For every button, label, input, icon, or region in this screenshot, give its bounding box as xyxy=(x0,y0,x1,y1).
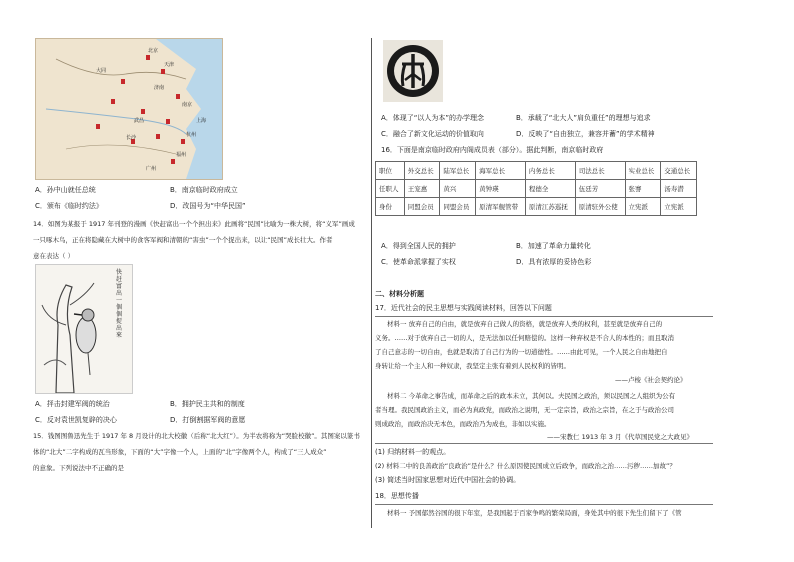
q14-stem-line-2: 一只啄木鸟，正在将隐藏在大树中的食客军阀和清朝的“害虫”一个个捉出来，以让“民国”成长壮大。作者 xyxy=(33,236,333,244)
table-cell: 任职人 xyxy=(376,180,405,198)
q14-stem-line-3: 意在表达（ ） xyxy=(33,252,75,260)
q13-option-b: B．南京临时政府成立 xyxy=(170,186,238,194)
material-1-line-2: 义务。……对于放弃自己一切的人，是无法加以任何赔偿的。这样一种弃权是不合人的本性的；而且取消 xyxy=(375,334,674,342)
table-cell: 同盟会员 xyxy=(404,198,440,216)
q18-stem: 18．思想传播 xyxy=(375,492,419,500)
historical-map xyxy=(35,38,223,180)
q15-option-c: C．融合了新文化运动的价值取向 xyxy=(381,130,484,138)
map-label: 福州 xyxy=(176,152,187,158)
table-cell: 同盟会员 xyxy=(440,198,476,216)
table-cell: 黄钟瑛 xyxy=(476,180,526,198)
table-cell: 原清驻外公使 xyxy=(575,198,625,216)
table-cell: 原清江苏巡抚 xyxy=(525,198,575,216)
material-1-line-3: 了自己意志的一切自由，也就是取消了自己行为的一切道德性。……由此可见，一个人民之自由地把自 xyxy=(375,348,668,356)
q15-option-d: D．反映了“自由独立，兼容并蓄”的学术精神 xyxy=(516,130,655,138)
table-cell: 职位 xyxy=(376,162,405,180)
table-cell: 海军总长 xyxy=(476,162,526,180)
material-2-line-3: 则成政治，而政治决无本色，而政治乃为成也，非如以实施。 xyxy=(375,420,551,428)
material-2-line-1: 材料二 今革命之事告成，而革命之后的政本未立，其何以。夫民国之政治，须以民国之人组织为公有 xyxy=(387,392,676,400)
section-heading: 二、材料分析题 xyxy=(375,290,424,298)
table-cell: 伍廷芳 xyxy=(575,180,625,198)
q17-sub-1: (1) 归纳材料一的观点。 xyxy=(375,448,451,456)
table-cell: 身份 xyxy=(376,198,405,216)
material-3-top-rule xyxy=(375,504,713,505)
q16-option-d: D．具有浓厚的妥协色彩 xyxy=(516,258,592,266)
q15-stem-line-3: 的意象。下列说法中不正确的是 xyxy=(33,464,124,472)
q14-stem-line-1: 14．如图为某报于 1917 年刊登的漫画《快赶富出一个个担出来》此画将“民国”比喻为一株大树，将“义军”画成 xyxy=(33,220,355,228)
map-label: 长沙 xyxy=(126,135,137,141)
q15-stem-line-1: 15．钱图图鲁迅先生于 1917 年 8 月设计的北大校徽（后称“北大红”）。为半农将称为“哭脸校徽”。其图案以篆书 xyxy=(33,432,360,440)
q14-option-d: D．打倒割据军阀的意愿 xyxy=(170,416,246,424)
q13-option-d: D．改国号为“中华民国” xyxy=(170,202,246,210)
map-label: 广州 xyxy=(146,166,157,172)
map-label: 南京 xyxy=(182,102,193,108)
table-cell: 程德全 xyxy=(525,180,575,198)
emblem-drawing xyxy=(383,40,443,102)
table-cell: 原清军舰管带 xyxy=(476,198,526,216)
table-cell: 内务总长 xyxy=(525,162,575,180)
table-cell: 张謇 xyxy=(625,180,661,198)
material-bottom-rule xyxy=(375,443,713,444)
map-label: 大同 xyxy=(96,68,107,74)
q13-option-c: C．颁布《临时约法》 xyxy=(35,202,103,210)
pku-emblem xyxy=(383,40,443,102)
cabinet-table xyxy=(375,161,697,216)
table-row xyxy=(376,162,697,180)
table-cell: 交通总长 xyxy=(661,162,697,180)
q15-stem-line-2: 体的“北大”二字构成的瓦当形象，下面的“大”字像一个人，上面的“北”字像两个人，构成了“三人成众” xyxy=(33,448,327,456)
map-label: 上海 xyxy=(196,118,207,124)
table-cell: 立宪派 xyxy=(625,198,661,216)
q15-option-a: A．体现了“以人为本”的办学理念 xyxy=(381,114,485,122)
q16-option-b: B．加速了革命力量转化 xyxy=(516,242,591,250)
map-drawing xyxy=(36,39,222,179)
q14-option-c: C．反对袁世凯复辟的决心 xyxy=(35,416,117,424)
material-2-source: ——宋教仁 1913 年 3 月《代草国民党之大政见》 xyxy=(547,433,693,441)
woodpecker-cartoon xyxy=(35,264,133,394)
q13-option-a: A．孙中山就任总统 xyxy=(35,186,96,194)
q14-option-b: B．拥护民主共和的制度 xyxy=(170,400,245,408)
material-1-line-4: 身转让给一个主人和一种奴隶，我坚定主张有着到人民权利的皆明。 xyxy=(375,362,570,370)
q14-option-a: A．抨击封建军阀的统治 xyxy=(35,400,110,408)
q16-option-c: C．使革命派掌握了实权 xyxy=(381,258,456,266)
table-cell: 司法总长 xyxy=(575,162,625,180)
map-label: 杭州 xyxy=(186,132,197,138)
q17-sub-3: (3) 简述当时国家思想对近代中国社会的协调。 xyxy=(375,476,521,484)
table-row xyxy=(376,180,697,198)
map-label: 天津 xyxy=(164,62,175,68)
table-cell: 汤寿潜 xyxy=(661,180,697,198)
cartoon-caption: 快 赶 富 出 一 個 個 捉 出 來 xyxy=(116,269,123,339)
column-divider xyxy=(371,38,372,528)
material-1-source: ——卢梭《社会契约论》 xyxy=(615,376,687,384)
q16-stem: 16．下面是南京临时政府内阁成员表（部分）。据此判断，南京临时政府 xyxy=(381,146,604,154)
q16-option-a: A．得到全国人民的拥护 xyxy=(381,242,456,250)
table-cell: 立宪派 xyxy=(661,198,697,216)
q15-option-b: B．承载了“北大人”肩负重任”的理想与追求 xyxy=(516,114,651,122)
table-cell: 王宠惠 xyxy=(404,180,440,198)
q17-stem: 17．近代社会的民主思想与实践阅读材料，回答以下问题 xyxy=(375,304,552,312)
table-cell: 陆军总长 xyxy=(440,162,476,180)
table-row xyxy=(376,198,697,216)
table-cell: 外交总长 xyxy=(404,162,440,180)
material-top-rule xyxy=(375,316,713,317)
table-cell: 黄兴 xyxy=(440,180,476,198)
material-3-line-1: 材料一 予国郁然谷国的很下年室，是我国起于百家争鸣的繁荣局面，身处其中的很下先生们留下了《管 xyxy=(387,509,682,517)
q17-sub-2: (2) 材料二中的良善政治“良政治”是什么？什么原因使民国成立后政争，而政治之治……污秽……加故”？ xyxy=(375,462,676,470)
material-2-line-2: 者当理。我民国政治主义，而必为真政党，而政治之说明，无一定宗旨，政治之宗旨，在之于与政治公司 xyxy=(375,406,674,414)
map-label: 武昌 xyxy=(134,118,145,124)
material-1-line-1: 材料一 放弃自己的自由，就是放弃自己做人的资格，就是放弃人类的权利，甚至就是放弃自己的 xyxy=(387,320,663,328)
map-label: 济南 xyxy=(154,85,165,91)
map-label: 北京 xyxy=(148,48,159,54)
table-cell: 实业总长 xyxy=(625,162,661,180)
